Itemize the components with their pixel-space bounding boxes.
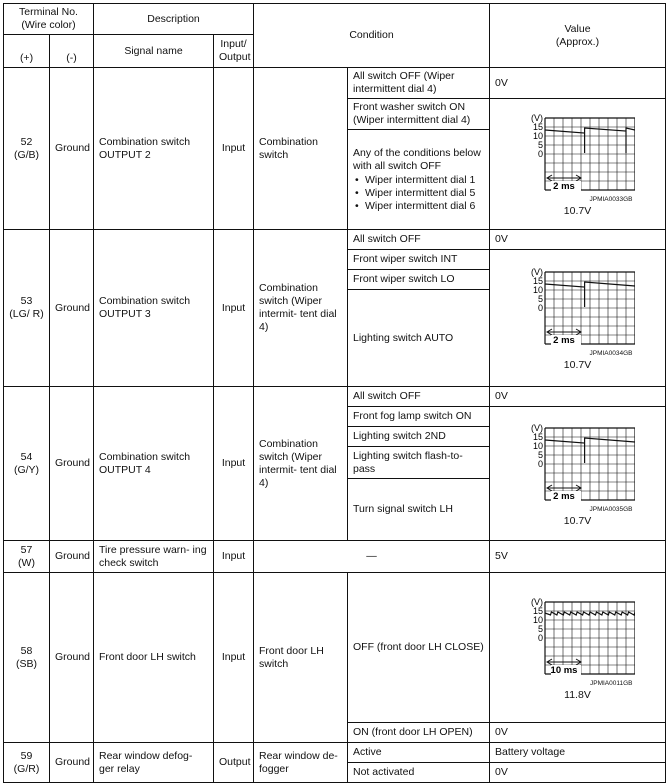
wire-color: (SB) (16, 657, 37, 670)
y-axis-tick-label: 5 (537, 140, 543, 150)
condition-item: Active (348, 743, 490, 763)
signal-name: Combination switch OUTPUT 3 (94, 230, 214, 387)
header-wire-color-label: (Wire color) (21, 19, 76, 31)
y-axis-tick-label: 10 (532, 131, 543, 141)
header-terminal-label: Terminal No. (19, 6, 78, 18)
signal-name: Rear window defog- ger relay (94, 743, 214, 783)
condition-item: Lighting switch flash-to- pass (348, 447, 490, 479)
waveform-scope (521, 264, 635, 348)
wire-color: (G/R) (13, 762, 40, 775)
minus-terminal: Ground (50, 230, 94, 387)
condition-none: — (254, 541, 490, 573)
terminal-cell (4, 387, 50, 541)
y-axis-tick-label: 0 (537, 632, 543, 643)
condition-item: Front wiper switch LO (348, 270, 490, 290)
y-axis-tick-label: 10 (532, 440, 543, 451)
figure-code: JPMIA0035GB (589, 505, 633, 513)
y-axis-tick-label: 15 (532, 122, 543, 132)
y-axis-tick-label: 10 (532, 285, 543, 295)
waveform-scope (521, 420, 635, 504)
condition-group: Combination switch (Wiper intermit- tent dial 4) (254, 230, 348, 387)
time-scale-label: 2 ms (552, 490, 575, 502)
waveform-scope (521, 110, 635, 194)
wire-color: (LG/ R) (9, 308, 44, 320)
terminal-cell (4, 230, 50, 387)
y-axis-tick-label: 15 (532, 605, 543, 616)
value-cell: Battery voltage (490, 743, 666, 763)
bullet-item: • Wiper intermittent dial 6 (353, 200, 484, 213)
terminal-number: 58 (20, 644, 33, 657)
header-signal-name: Signal name (94, 35, 214, 68)
header-minus: (-) (50, 35, 94, 68)
condition-item: Lighting switch AUTO (348, 290, 490, 387)
y-axis-tick-label: 5 (537, 449, 543, 460)
value-cell: 5V (490, 541, 666, 573)
header-input-output: Input/ Output (214, 35, 254, 68)
header-value (490, 4, 666, 68)
header-terminal-no (4, 4, 94, 35)
terminal-number: 59 (20, 749, 33, 762)
condition-item: Turn signal switch LH (348, 479, 490, 541)
minus-terminal: Ground (50, 387, 94, 541)
y-axis-tick-label: 15 (532, 276, 543, 286)
wire-color: (G/Y) (13, 463, 40, 476)
minus-terminal: Ground (50, 541, 94, 573)
waveform-cell (490, 573, 666, 723)
value-cell: 0V (490, 723, 666, 743)
waveform-voltage: 10.7V (563, 205, 592, 217)
signal-name: Front door LH switch (94, 573, 214, 743)
y-axis-tick-label: 5 (537, 294, 543, 304)
header-row-1 (4, 4, 666, 35)
y-axis-tick-label: 10 (532, 614, 543, 625)
waveform-scope (521, 594, 635, 678)
waveform-voltage: 10.7V (563, 359, 592, 371)
y-axis-tick-label: 5 (537, 623, 543, 634)
value-cell: 0V (490, 68, 666, 99)
signal-name: Combination switch OUTPUT 4 (94, 387, 214, 541)
time-scale-label: 2 ms (552, 181, 575, 192)
input-output: Output (214, 743, 254, 783)
figure-code: JPMIA0034GB (589, 350, 633, 357)
waveform-cell (490, 99, 666, 230)
bullet-item: • Wiper intermittent dial 1 (353, 174, 484, 187)
input-output: Input (214, 68, 254, 230)
terminal-cell (4, 68, 50, 230)
signal-name: Combination switch OUTPUT 2 (94, 68, 214, 230)
table-row (4, 743, 666, 763)
condition-item: Lighting switch 2ND (348, 427, 490, 447)
time-scale-label: 10 ms (550, 664, 577, 676)
condition-item: Not activated (348, 763, 490, 783)
condition-bullets (353, 174, 484, 213)
y-axis-tick-label: 0 (537, 458, 543, 469)
condition-group: Rear window de- fogger (254, 743, 348, 783)
condition-group: Combination switch (254, 68, 348, 230)
figure-code: JPMIA0033GB (589, 196, 633, 203)
bullet-item: • Wiper intermittent dial 5 (353, 187, 484, 200)
condition-item: Front wiper switch INT (348, 250, 490, 270)
header-approx-label: (Approx.) (555, 35, 600, 48)
input-output: Input (214, 387, 254, 541)
condition-text: Any of the conditions below with all switch OFF (353, 146, 481, 172)
waveform-cell (490, 250, 666, 387)
y-axis-unit: (V) (530, 113, 543, 123)
table-row (4, 573, 666, 723)
y-axis-tick-label: 0 (537, 303, 543, 313)
terminal-spec-sheet (3, 3, 666, 783)
table-row (4, 387, 666, 407)
condition-item: All switch OFF (348, 387, 490, 407)
terminal-number: 53 (20, 295, 33, 307)
input-output: Input (214, 573, 254, 743)
terminal-number: 54 (20, 450, 33, 463)
terminal-table (3, 3, 666, 783)
table-row (4, 541, 666, 573)
condition-item: All switch OFF (Wiper intermittent dial 4) (348, 68, 490, 99)
y-axis-unit: (V) (530, 422, 543, 433)
y-axis-tick-label: 15 (532, 431, 543, 442)
y-axis-unit: (V) (530, 267, 543, 277)
header-plus: (+) (4, 35, 50, 68)
terminal-number: 52 (20, 135, 33, 148)
waveform-voltage: 10.7V (563, 514, 592, 527)
condition-item: All switch OFF (348, 230, 490, 250)
terminal-cell (4, 573, 50, 743)
header-value-label: Value (564, 22, 591, 35)
waveform-voltage: 11.8V (564, 688, 591, 701)
terminal-cell (4, 541, 50, 573)
terminal-number: 57 (20, 543, 33, 556)
minus-terminal: Ground (50, 573, 94, 743)
condition-item: Front fog lamp switch ON (348, 407, 490, 427)
header-description: Description (94, 4, 254, 35)
minus-terminal: Ground (50, 743, 94, 783)
condition-item: Front washer switch ON (Wiper intermittent dial 4) (348, 99, 490, 130)
y-axis-unit: (V) (530, 596, 543, 607)
condition-item (348, 130, 490, 230)
wire-color: (G/B) (13, 148, 40, 161)
wire-color: (W) (18, 556, 35, 569)
table-row (4, 230, 666, 250)
value-cell: 0V (490, 230, 666, 250)
value-cell: 0V (490, 387, 666, 407)
signal-name: Tire pressure warn- ing check switch (94, 541, 214, 573)
time-scale-label: 2 ms (552, 335, 575, 346)
waveform-cell (490, 407, 666, 541)
condition-group: Front door LH switch (254, 573, 348, 743)
figure-code: JPMIA0011GB (589, 679, 633, 687)
condition-group: Combination switch (Wiper intermit- tent dial 4) (254, 387, 348, 541)
header-condition: Condition (254, 4, 490, 68)
condition-item: ON (front door LH OPEN) (348, 723, 490, 743)
table-row (4, 68, 666, 99)
minus-terminal: Ground (50, 68, 94, 230)
value-cell: 0V (490, 763, 666, 783)
input-output: Input (214, 230, 254, 387)
terminal-cell (4, 743, 50, 783)
input-output: Input (214, 541, 254, 573)
condition-item: OFF (front door LH CLOSE) (348, 573, 490, 723)
y-axis-tick-label: 0 (537, 149, 543, 159)
